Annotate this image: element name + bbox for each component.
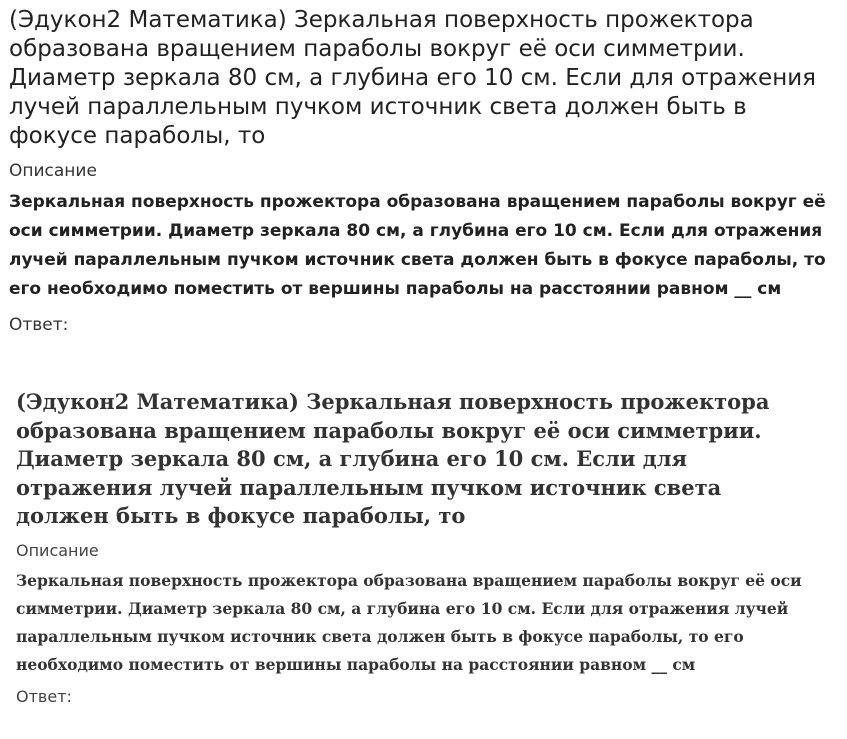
question-title: (Эдукон2 Математика) Зеркальная поверхность прожектора образована вращением параболы вокруг её оси симметрии. Диаметр зеркала 80 см, а глубина его 10 см. Если для отражения лучей параллельным пучком источник света должен быть в фокусе параболы, то	[16, 389, 770, 528]
description-text: Зеркальная поверхность прожектора образована вращением параболы вокруг её оси симметрии. Диаметр зеркала 80 см, а глубина его 10 см. Если для отражения лучей параллельным пучком источник света должен быть в фокусе параболы, то его необходимо поместить от вершины параболы на расстоянии равном __ см	[16, 570, 802, 674]
answer-label: Ответ:	[9, 315, 69, 335]
description-text: Зеркальная поверхность прожектора образована вращением параболы вокруг её оси симметрии. Диаметр зеркала 80 см, а глубина его 10 см. Если для отражения лучей параллельным пучком источник света должен быть в фокусе параболы, то его необходимо поместить от вершины параболы на расстоянии равном __ см	[9, 192, 826, 299]
question-block-serif	[16, 388, 816, 707]
description-label: Описание	[16, 540, 99, 560]
answer-label: Ответ:	[16, 686, 72, 706]
description-label: Описание	[9, 161, 97, 181]
question-title: (Эдукон2 Математика) Зеркальная поверхность прожектора образована вращением параболы вокруг её оси симметрии. Диаметр зеркала 80 см, а глубина его 10 см. Если для отражения лучей параллельным пучком источник света должен быть в фокусе параболы, то	[9, 7, 817, 149]
question-block-sans	[9, 6, 841, 336]
